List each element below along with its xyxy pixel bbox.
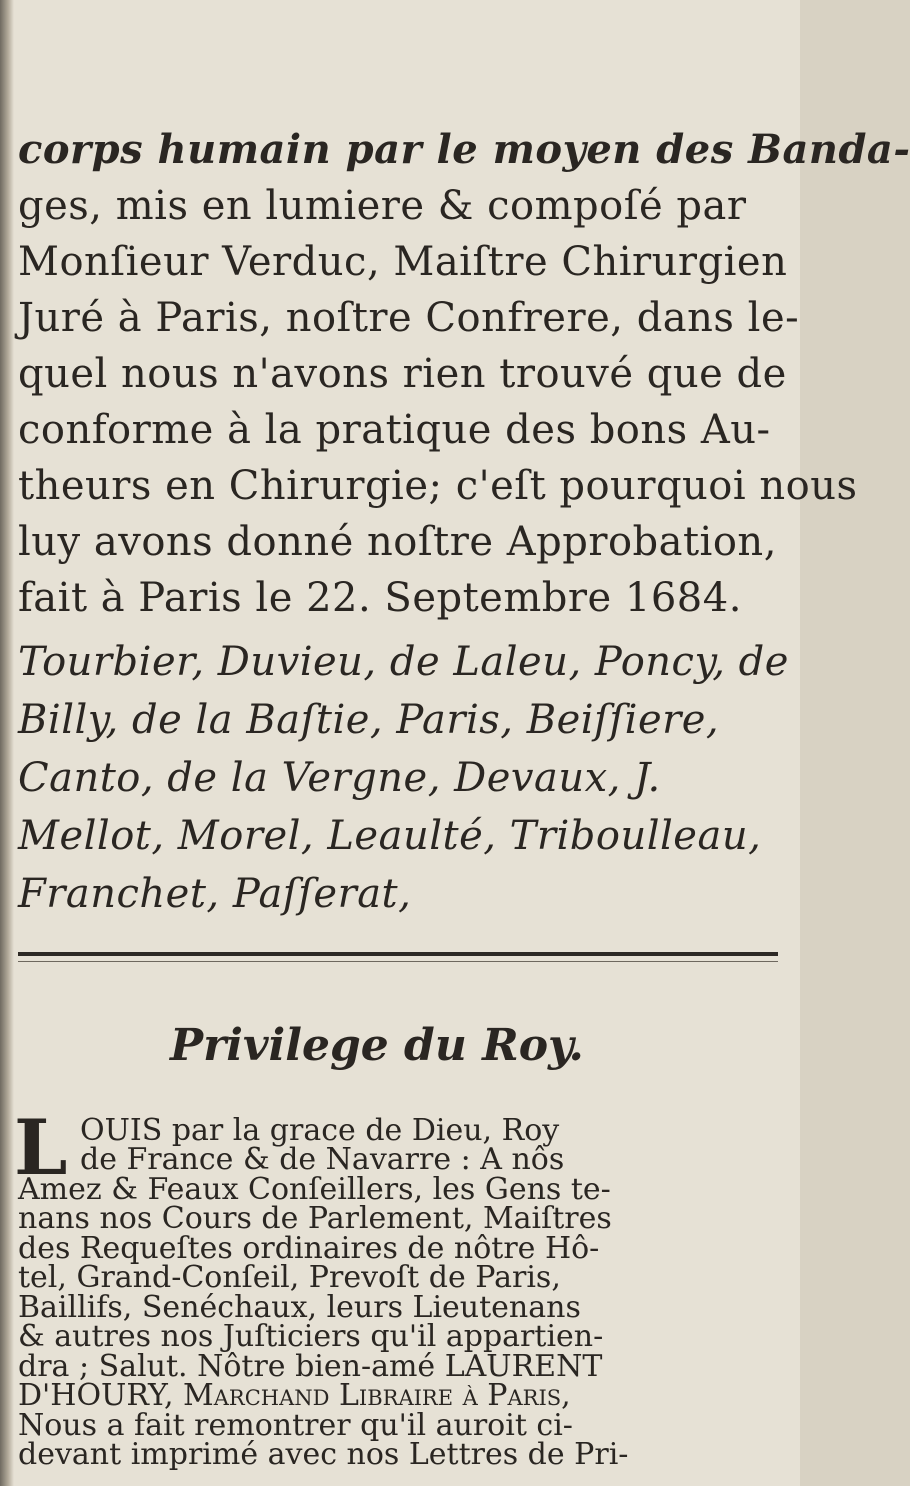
privilege-line-4: nans nos Cours de Parlement, Maiſtres <box>18 1201 612 1236</box>
signatories-line-2: Billy, de la Baſtie, Paris, Beiſſiere, <box>18 697 720 743</box>
privilege-line-10: D'HOURY, Marchand Libraire à Paris, <box>18 1378 571 1413</box>
approbation-line-9: fait à Paris le 22. Septembre 1684. <box>18 575 742 621</box>
approbation-line-3: Monſieur Verduc, Maiſtre Chirurgien <box>18 239 788 285</box>
approbation-line-1: corps humain par le moyen des Banda- <box>18 126 910 173</box>
privilege-line-9: dra ; Salut. Nôtre bien-amé LAURENT <box>18 1349 603 1384</box>
approbation-line-7: theurs en Chirurgie; c'eſt pourquoi nous <box>18 463 858 509</box>
approbation-line-2: ges, mis en lumiere & compoſé par <box>18 183 747 229</box>
approbation-line-8: luy avons donné noſtre Approbation, <box>18 519 777 565</box>
approbation-line-5: quel nous n'avons rien trouvé que de <box>18 351 787 397</box>
signatories-line-5: Franchet, Paſſerat, <box>18 871 412 917</box>
privilege-line-2: de France & de Navarre : A nôs <box>80 1142 565 1177</box>
privilege-line-12: devant imprimé avec nos Lettres de Pri- <box>18 1437 629 1472</box>
signatories-line-4: Mellot, Morel, Leaulté, Triboulleau, <box>18 813 762 859</box>
book-spine-shadow <box>0 0 14 1486</box>
privilege-line-6: tel, Grand-Conſeil, Prevoſt de Paris, <box>18 1260 561 1295</box>
privilege-heading: Privilege du Roy. <box>170 1020 584 1071</box>
privilege-line-7: Baillifs, Senéchaux, leurs Lieutenans <box>18 1290 581 1325</box>
drop-cap-letter: L <box>14 1103 68 1192</box>
approbation-line-6: conforme à la pratique des bons Au- <box>18 407 771 453</box>
privilege-line-8: & autres nos Juſticiers qu'il appartien- <box>18 1319 604 1354</box>
signatories-line-1: Tourbier, Duvieu, de Laleu, Poncy, de <box>18 639 789 685</box>
privilege-line-1: OUIS par la grace de Dieu, Roy <box>80 1113 560 1148</box>
signatories-line-3: Canto, de la Vergne, Devaux, J. <box>18 755 661 801</box>
privilege-line-11: Nous a fait remontrer qu'il auroit ci- <box>18 1408 573 1443</box>
privilege-line-3: Amez & Feaux Conſeillers, les Gens te- <box>18 1172 611 1207</box>
section-divider-rule <box>18 952 778 962</box>
approbation-line-4: Juré à Paris, noſtre Confrere, dans le- <box>18 295 800 341</box>
privilege-line-5: des Requeſtes ordinaires de nôtre Hô- <box>18 1231 600 1266</box>
